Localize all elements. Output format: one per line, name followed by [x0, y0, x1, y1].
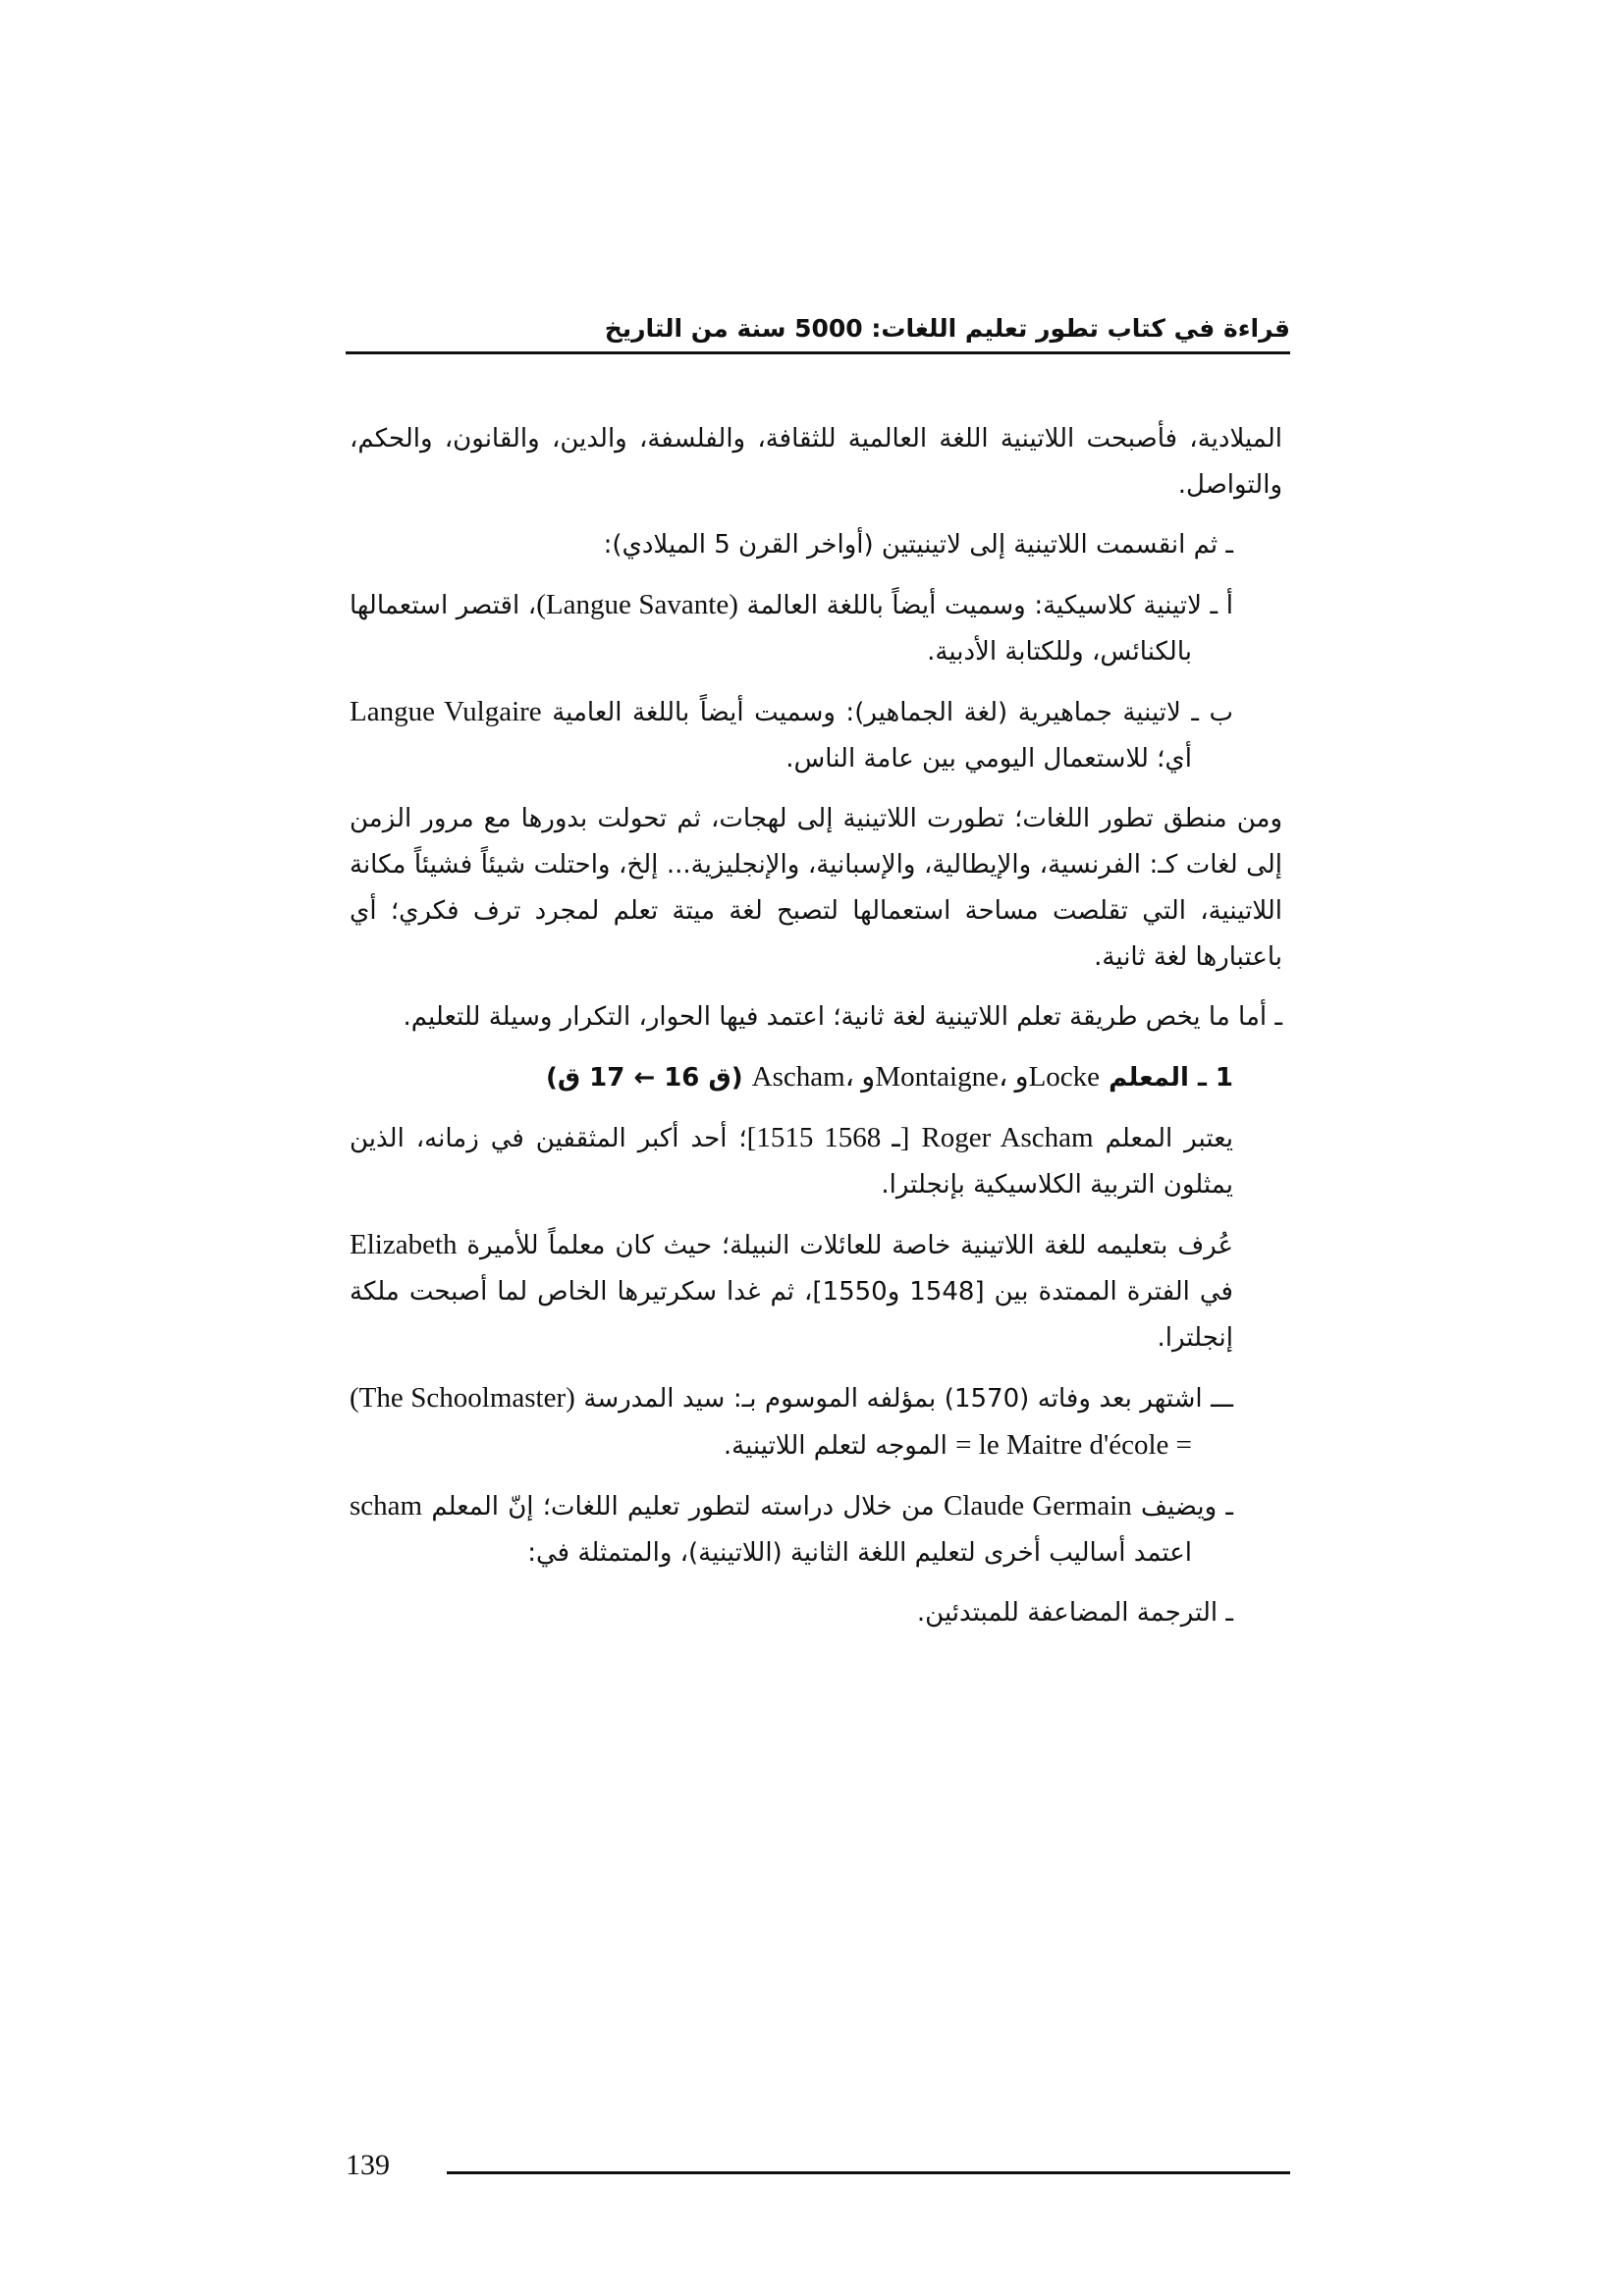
germain-text: ـ ويضيف	[1141, 1492, 1234, 1522]
ascham-text-2: ؛ أحد أكبر المثقفين في زمانه، الذين يمثلون التربية الكلاسيكية بإنجلترا.	[350, 1124, 1233, 1200]
running-header-title: قراءة في كتاب تطور تعليم اللغات: 5000 سنة من التاريخ	[604, 314, 1290, 343]
section-heading	[350, 1054, 1282, 1101]
page-footer	[346, 2148, 1290, 2187]
page-number: 139	[346, 2149, 390, 2181]
paragraph-vulgar-latin	[350, 689, 1282, 782]
ascham-years: [1515 ـ 1568]	[746, 1122, 910, 1153]
ascham-name: Roger Ascham	[921, 1122, 1094, 1153]
paragraph-classical-latin	[350, 582, 1282, 675]
schoolmaster-text: ـــ اشتهر بعد وفاته (1570) بمؤلفه الموسوم بـ: سيد المدرسة	[583, 1384, 1234, 1414]
section-heading-prefix: 1 ـ المعلم	[1109, 1063, 1233, 1093]
paragraph-language-evolution: ومن منطق تطور اللغات؛ تطورت اللاتينية إلى لهجات، ثم تحولت بدورها مع مرور الزمن إلى لغات كـ: الفرنسية، والإيطالية، والإسبانية، والإنجليزية... إلخ، واحتلت شيئاً فشيئاً مكانة اللاتينية، التي تقلصت مساحة استعمالها لتصبح لغة ميتة تعلم لمجرد ترف فكري؛ أي باعتبارها لغة ثانية.	[350, 804, 1282, 972]
germain-name: Claude Germain	[943, 1490, 1132, 1522]
paragraph-schoolmaster	[350, 1375, 1282, 1469]
header-rule	[346, 351, 1290, 354]
vulgar-latin-text: ب ـ لاتينية جماهيرية (لغة الجماهير): وسميت أيضاً باللغة العامية	[552, 698, 1234, 727]
paragraph-elizabeth	[350, 1222, 1282, 1362]
germain-text-2: من خلال دراسته لتطور تعليم اللغات؛ إنّ المعلم	[431, 1492, 935, 1522]
schoolmaster-title: (The Schoolmaster) = le Maitre d'école =	[350, 1382, 1192, 1461]
paragraph-germain	[350, 1483, 1282, 1576]
vulgar-latin-text-2: أي؛ للاستعمال اليومي بين عامة الناس.	[785, 744, 1192, 774]
scham-name: scham	[350, 1490, 423, 1522]
vulgar-latin-term: Langue Vulgaire	[350, 696, 542, 727]
classical-latin-text: أ ـ لاتينية كلاسيكية: وسميت أيضاً باللغة العالمة	[746, 591, 1234, 620]
elizabeth-text: عُرف بتعليمه للغة اللاتينية خاصة للعائلات النبيلة؛ حيث كان معلماً للأميرة	[466, 1231, 1234, 1260]
body-text	[350, 416, 1282, 1650]
footer-rule	[447, 2171, 1290, 2174]
classical-latin-term: (Langue Savante)	[536, 589, 738, 620]
paragraph-2: ـ ثم انقسمت اللاتينية إلى لاتينيتين (أواخر القرن 5 الميلادي):	[603, 530, 1233, 560]
section-heading-range: (ق 16 ← 17 ق)	[545, 1063, 743, 1093]
ascham-text: يعتبر المعلم	[1105, 1124, 1233, 1153]
paragraph-ascham	[350, 1115, 1282, 1208]
germain-text-3: اعتمد أساليب أخرى لتعليم اللغة الثانية (اللاتينية)، والمتمثلة في:	[527, 1538, 1192, 1568]
schoolmaster-text-2: الموجه لتعلم اللاتينية.	[723, 1431, 947, 1461]
elizabeth-name: Elizabeth	[350, 1229, 458, 1260]
classical-latin-text-2: ، اقتصر استعمالها بالكنائس، وللكتابة الأدبية.	[350, 591, 1192, 667]
section-heading-names: Ascham، وMontaigne، وLocke	[751, 1061, 1101, 1093]
elizabeth-text-2: في الفترة الممتدة بين [1548 و1550]، ثم غدا سكرتيرها الخاص لما أصبحت ملكة إنجلترا.	[350, 1277, 1233, 1353]
paragraph-1: الميلادية، فأصبحت اللاتينية اللغة العالمية للثقافة، والفلسفة، والدين، والقانون، والحكم، والتواصل.	[350, 424, 1282, 500]
paragraph-teaching-method: ـ أما ما يخص طريقة تعلم اللاتينية لغة ثانية؛ اعتمد فيها الحوار، التكرار وسيلة للتعليم.	[403, 1002, 1282, 1032]
paragraph-double-translation: ـ الترجمة المضاعفة للمبتدئين.	[916, 1598, 1233, 1628]
